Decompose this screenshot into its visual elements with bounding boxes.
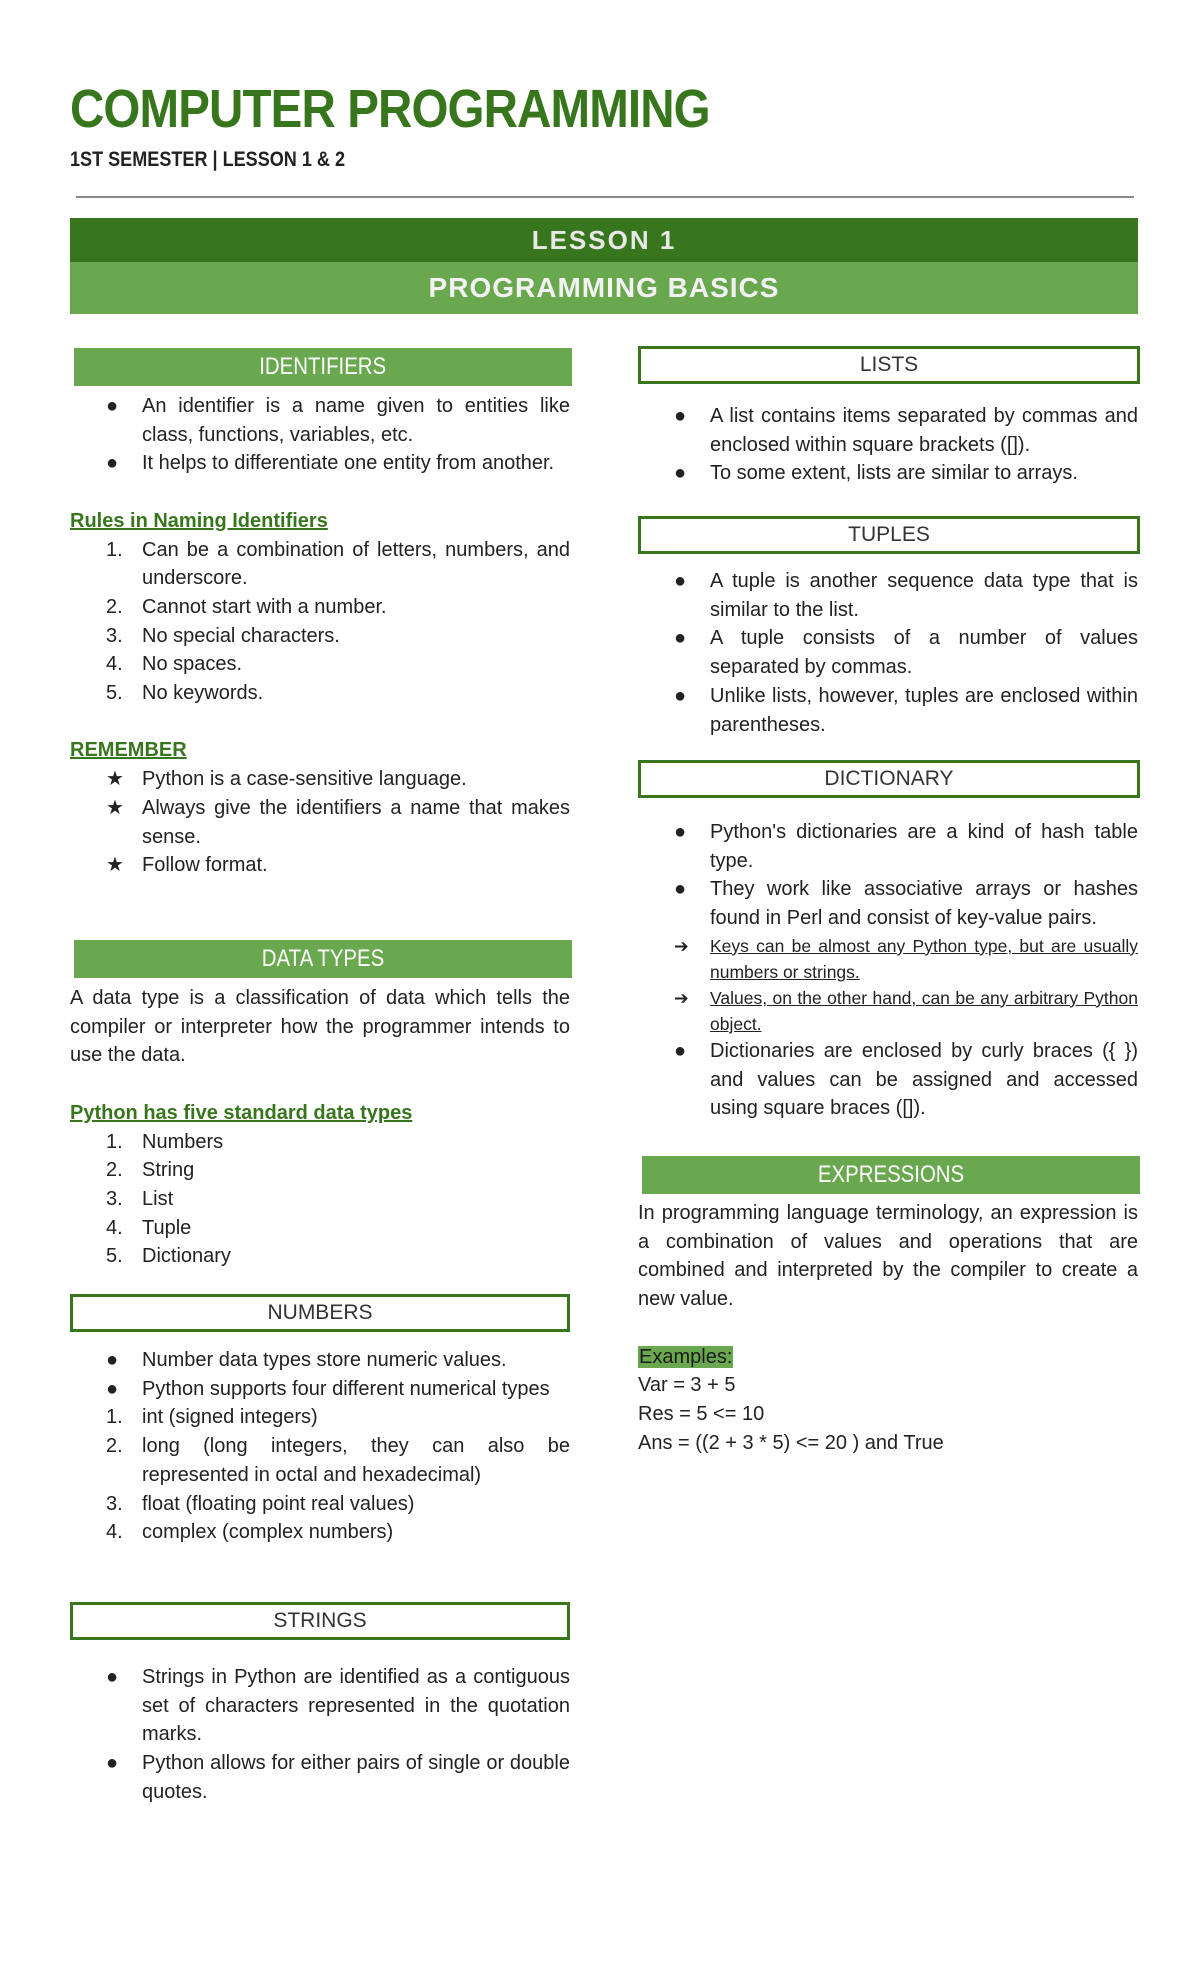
- list-item: ➔ Keys can be almost any Python type, but are usually numbers or strings.: [638, 933, 1138, 985]
- example-line: Var = 3 + 5: [638, 1374, 736, 1397]
- list-item: 1. int (signed integers): [106, 1406, 318, 1429]
- numbers-heading: NUMBERS: [70, 1294, 570, 1332]
- list-item: ➔ Values, on the other hand, can be any arbitrary Python object.: [638, 985, 1138, 1037]
- list-item: ★ Always give the identifiers a name that makes sense.: [70, 794, 570, 851]
- data-types-section: [70, 984, 570, 1271]
- lists-section: [638, 402, 1138, 488]
- list-item: 3. No special characters.: [106, 624, 340, 647]
- list-item: 2. String: [106, 1159, 195, 1182]
- list-item: ● An identifier is a name given to entities like class, functions, variables, etc.: [106, 395, 570, 446]
- list-item: 4. No spaces.: [106, 653, 243, 676]
- list-item: 2. Cannot start with a number.: [106, 595, 387, 618]
- star-icon: ★: [106, 854, 124, 877]
- lesson-banner: [70, 218, 1138, 314]
- remember-title: REMEMBER: [70, 739, 187, 762]
- identifiers-heading: IDENTIFIERS: [74, 348, 572, 386]
- list-item: 1. Can be a combination of letters, numbers, and underscore.: [106, 538, 570, 590]
- rules-title: Rules in Naming Identifiers: [70, 509, 328, 532]
- list-item: ● A list contains items separated by commas and enclosed within square brackets ([]).: [674, 405, 1138, 456]
- numbers-section: [70, 1346, 570, 1547]
- examples-label: Examples:: [639, 1345, 733, 1368]
- page-subtitle: 1ST SEMESTER | LESSON 1 & 2: [70, 148, 346, 171]
- list-item: ● To some extent, lists are similar to arrays.: [674, 462, 1078, 485]
- list-item: ★ Python is a case-sensitive language.: [70, 765, 570, 794]
- dictionary-section: [638, 818, 1138, 1123]
- star-icon: ★: [106, 768, 124, 791]
- list-item: ● A tuple consists of a number of values separated by commas.: [674, 627, 1138, 679]
- list-item: 4. complex (complex numbers): [106, 1521, 394, 1544]
- list-item: ● Python supports four different numerical types: [106, 1377, 550, 1400]
- list-item: ★ Follow format.: [70, 851, 570, 880]
- list-item: ● It helps to differentiate one entity from another.: [106, 452, 555, 475]
- list-item: ● Python's dictionaries are a kind of hash table type.: [674, 821, 1138, 872]
- list-item: ● Dictionaries are enclosed by curly braces ({ }) and values can be assigned and accessed using square braces ([]).: [674, 1039, 1138, 1120]
- list-item: 1. Numbers: [106, 1130, 224, 1153]
- data-types-description: A data type is a classification of data which tells the compiler or interpreter how the programmer intends to use the data.: [70, 987, 570, 1067]
- list-item: 4. Tuple: [106, 1216, 192, 1239]
- strings-heading: STRINGS: [70, 1602, 570, 1640]
- page-title: COMPUTER PROGRAMMING: [70, 79, 710, 139]
- example-line: Ans = ((2 + 3 * 5) <= 20 ) and True: [638, 1431, 944, 1454]
- list-item: ● A tuple is another sequence data type that is similar to the list.: [674, 570, 1138, 621]
- lesson-number: LESSON 1: [70, 218, 1138, 262]
- list-item: ● Unlike lists, however, tuples are enclosed within parentheses.: [674, 684, 1138, 736]
- identifiers-section: [70, 392, 570, 880]
- lists-heading: LISTS: [638, 346, 1140, 384]
- expressions-description: In programming language terminology, an expression is a combination of values and operations that are combined and interpreted by the compiler to create a new value.: [638, 1202, 1138, 1311]
- list-item: 3. List: [106, 1187, 174, 1210]
- data-types-list-title: Python has five standard data types: [70, 1101, 413, 1124]
- star-icon: ★: [106, 796, 124, 819]
- data-types-heading: DATA TYPES: [74, 940, 572, 978]
- arrow-icon: ➔: [674, 987, 689, 1008]
- list-item: 5. Dictionary: [106, 1245, 231, 1268]
- list-item: 5. No keywords.: [106, 682, 264, 705]
- tuples-heading: TUPLES: [638, 516, 1140, 554]
- arrow-icon: ➔: [674, 935, 689, 956]
- list-item: 2. long (long integers, they can also be represented in octal and hexadecimal): [106, 1435, 570, 1486]
- lesson-name: PROGRAMMING BASICS: [70, 262, 1138, 314]
- header-divider: [76, 196, 1134, 198]
- expressions-section: [638, 1199, 1138, 1457]
- expressions-heading: EXPRESSIONS: [642, 1156, 1140, 1194]
- example-line: Res = 5 <= 10: [638, 1402, 765, 1425]
- list-item: ● They work like associative arrays or hashes found in Perl and consist of key-value pairs.: [674, 878, 1138, 930]
- list-item: ● Python allows for either pairs of single or double quotes.: [106, 1752, 570, 1803]
- list-item: ● Strings in Python are identified as a contiguous set of characters represented in the quotation marks.: [106, 1666, 570, 1746]
- tuples-section: [638, 567, 1138, 739]
- strings-section: [70, 1663, 570, 1807]
- list-item: 3. float (floating point real values): [106, 1492, 415, 1515]
- list-item: ● Number data types store numeric values.: [106, 1349, 507, 1371]
- dictionary-heading: DICTIONARY: [638, 760, 1140, 798]
